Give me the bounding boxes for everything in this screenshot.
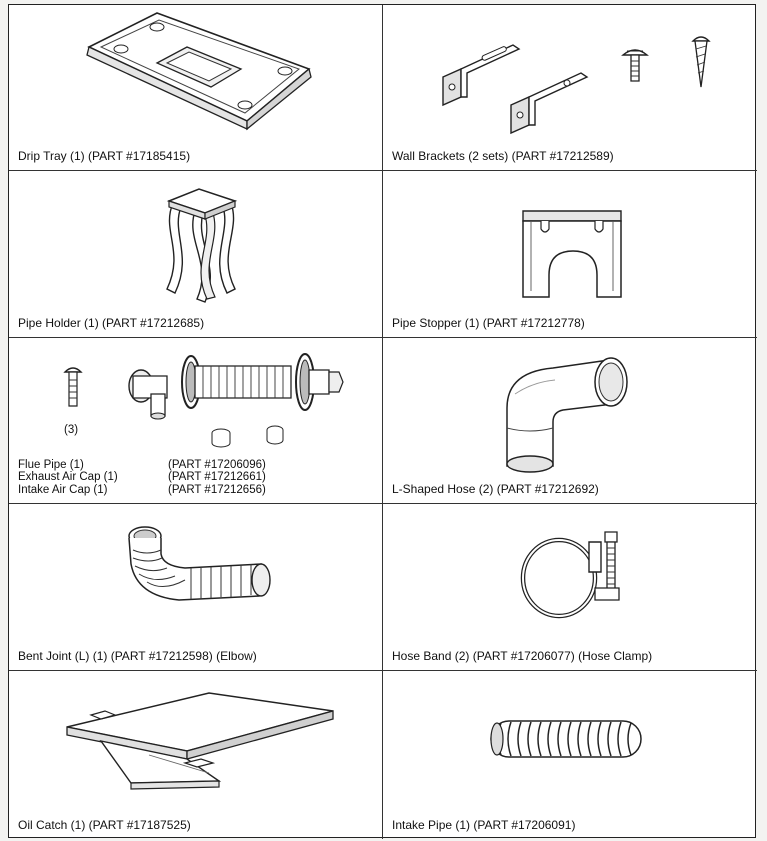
intake-cap-row: [18, 484, 266, 497]
screw-quantity: (3): [64, 424, 79, 436]
cell-pipe-stopper: [383, 171, 757, 338]
l-shaped-hose-illustration: [383, 338, 757, 503]
flue-pipe-part: (PART #17206096): [168, 458, 266, 471]
intake-cap-name: Intake Air Cap (1): [18, 483, 108, 496]
exhaust-cap-name: Exhaust Air Cap (1): [18, 471, 118, 483]
oil-catch-caption: Oil Catch (1) (PART #17187525): [18, 818, 191, 832]
l-shaped-hose-caption: L-Shaped Hose (2) (PART #17212692): [392, 482, 599, 496]
bent-joint-caption: Bent Joint (L) (1) (PART #17212598) (Elbow): [18, 649, 257, 663]
intake-pipe-caption: Intake Pipe (1) (PART #17206091): [392, 818, 576, 832]
intake-pipe-illustration: [383, 671, 757, 839]
cell-intake-pipe: [383, 671, 757, 839]
cell-l-shaped-hose: [383, 338, 757, 504]
cell-pipe-holder: [9, 171, 383, 338]
pipe-stopper-illustration: [383, 171, 757, 337]
flue-pipe-name: Flue Pipe (1): [18, 458, 84, 471]
wall-brackets-caption: Wall Brackets (2 sets) (PART #17212589): [392, 149, 614, 163]
flue-pipe-row: [18, 459, 266, 472]
bent-joint-illustration: [9, 504, 382, 670]
pipe-holder-caption: Pipe Holder (1) (PART #17212685): [18, 316, 205, 330]
parts-grid: [8, 4, 756, 838]
cell-oil-catch: [9, 671, 383, 839]
pipe-holder-illustration: [9, 171, 382, 337]
cell-drip-tray: [9, 5, 383, 171]
flue-pipe-labels: [18, 459, 266, 497]
wall-brackets-illustration: [383, 5, 757, 170]
oil-catch-illustration: [9, 671, 382, 839]
pipe-stopper-caption: Pipe Stopper (1) (PART #17212778): [392, 316, 585, 330]
hose-band-illustration: [383, 504, 757, 670]
cell-hose-band: [383, 504, 757, 671]
cell-flue-pipe: [9, 338, 383, 504]
cell-bent-joint: [9, 504, 383, 671]
drip-tray-caption: Drip Tray (1) (PART #17185415): [18, 149, 191, 163]
exhaust-cap-row: [18, 471, 266, 484]
exhaust-cap-part: (PART #17212661): [168, 471, 266, 483]
cell-wall-brackets: [383, 5, 757, 171]
intake-cap-part: (PART #17212656): [168, 483, 266, 496]
hose-band-caption: Hose Band (2) (PART #17206077) (Hose Clamp): [392, 649, 653, 663]
drip-tray-illustration: [9, 5, 382, 170]
